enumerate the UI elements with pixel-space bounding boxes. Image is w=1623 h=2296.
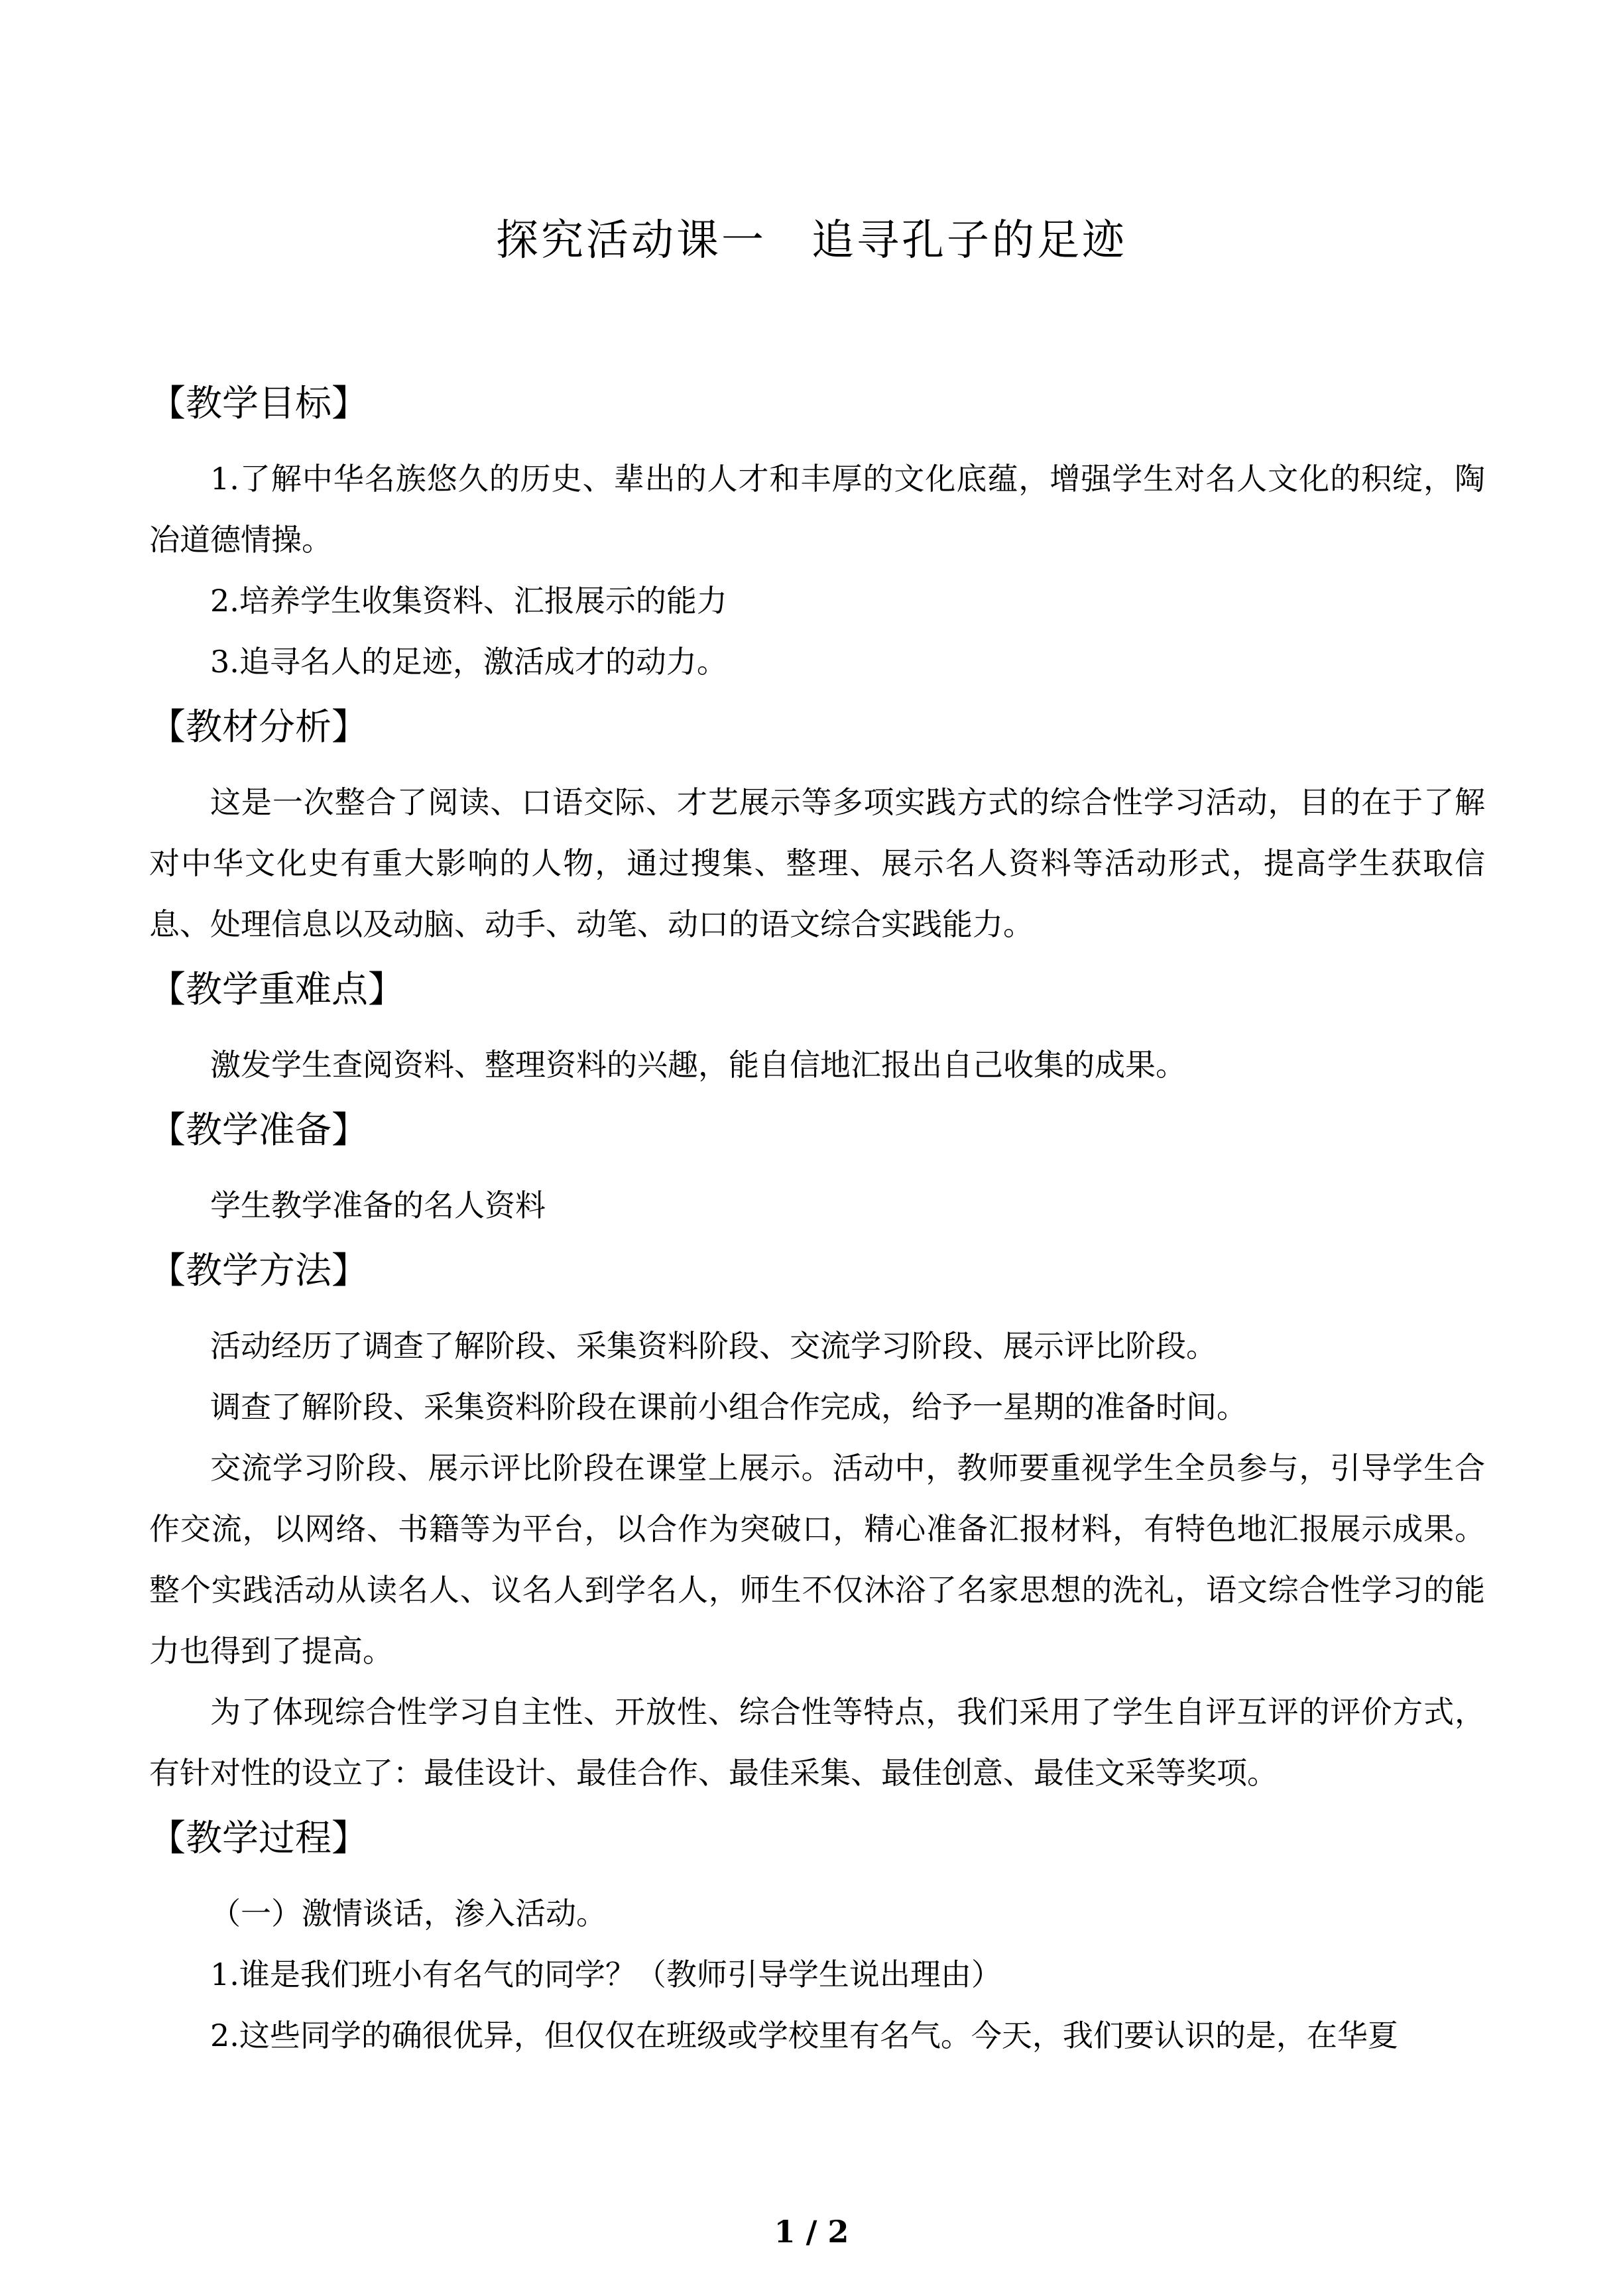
section-heading: 【教学过程】	[149, 1817, 369, 1859]
page-number: 1 / 2	[774, 2214, 849, 2250]
paragraph: 为了体现综合性学习自主性、开放性、综合性等特点，我们采用了学生自评互评的评价方式，有针对性的设立了：最佳设计、最佳合作、最佳采集、最佳创意、最佳文采等奖项。	[149, 1694, 1485, 1791]
paragraph: （一）激情谈话，渗入活动。	[210, 1896, 607, 1931]
paragraph: 学生教学准备的名人资料	[210, 1187, 546, 1223]
paragraph: 3.追寻名人的足迹，激活成才的动力。	[210, 644, 727, 680]
document-body	[149, 377, 1485, 2074]
section-heading: 【教学重难点】	[149, 968, 405, 1010]
section-teaching-process	[149, 1811, 1485, 2066]
section-teaching-methods	[149, 1244, 1485, 1803]
paragraph: 交流学习阶段、展示评比阶段在课堂上展示。活动中，教师要重视学生全员参与，引导学生合作交流，以网络、书籍等为平台，以合作为突破口，精心准备汇报材料，有特色地汇报展示成果。整个实践活动从读名人、议名人到学名人，师生不仅沐浴了名家思想的洗礼，语文综合性学习的能力也得到了提高。	[149, 1450, 1485, 1669]
section-teaching-objectives	[149, 377, 1485, 692]
paragraph: 1.了解中华名族悠久的历史、辈出的人才和丰厚的文化底蕴，增强学生对名人文化的积绽，陶冶道德情操。	[149, 461, 1485, 558]
paragraph: 2.培养学生收集资料、汇报展示的能力	[210, 583, 727, 619]
section-heading: 【教学目标】	[149, 382, 369, 424]
section-heading: 【教学方法】	[149, 1249, 369, 1292]
paragraph: 1.谁是我们班小有名气的同学？（教师引导学生说出理由）	[210, 1957, 1002, 1992]
paragraph: 这是一次整合了阅读、口语交际、才艺展示等多项实践方式的综合性学习活动，目的在于了解对中华文化史有重大影响的人物，通过搜集、整理、展示名人资料等活动形式，提高学生获取信息、处理信息以及动脑、动手、动笔、动口的语文综合实践能力。	[149, 784, 1485, 942]
paragraph: 2.这些同学的确很优异，但仅仅在班级或学校里有名气。今天，我们要认识的是，在华夏	[210, 2018, 1398, 2053]
section-teaching-preparation	[149, 1103, 1485, 1236]
page-title: 探究活动课一 追寻孔子的足迹	[496, 216, 1127, 265]
section-heading: 【教学准备】	[149, 1109, 369, 1151]
section-heading: 【教材分析】	[149, 705, 369, 748]
paragraph: 调查了解阶段、采集资料阶段在课前小组合作完成，给予一星期的准备时间。	[210, 1389, 1247, 1425]
section-key-difficulties	[149, 963, 1485, 1095]
paragraph: 激发学生查阅资料、整理资料的兴趣，能自信地汇报出自己收集的成果。	[210, 1047, 1186, 1083]
paragraph: 活动经历了调查了解阶段、采集资料阶段、交流学习阶段、展示评比阶段。	[210, 1328, 1217, 1364]
section-material-analysis	[149, 700, 1485, 955]
